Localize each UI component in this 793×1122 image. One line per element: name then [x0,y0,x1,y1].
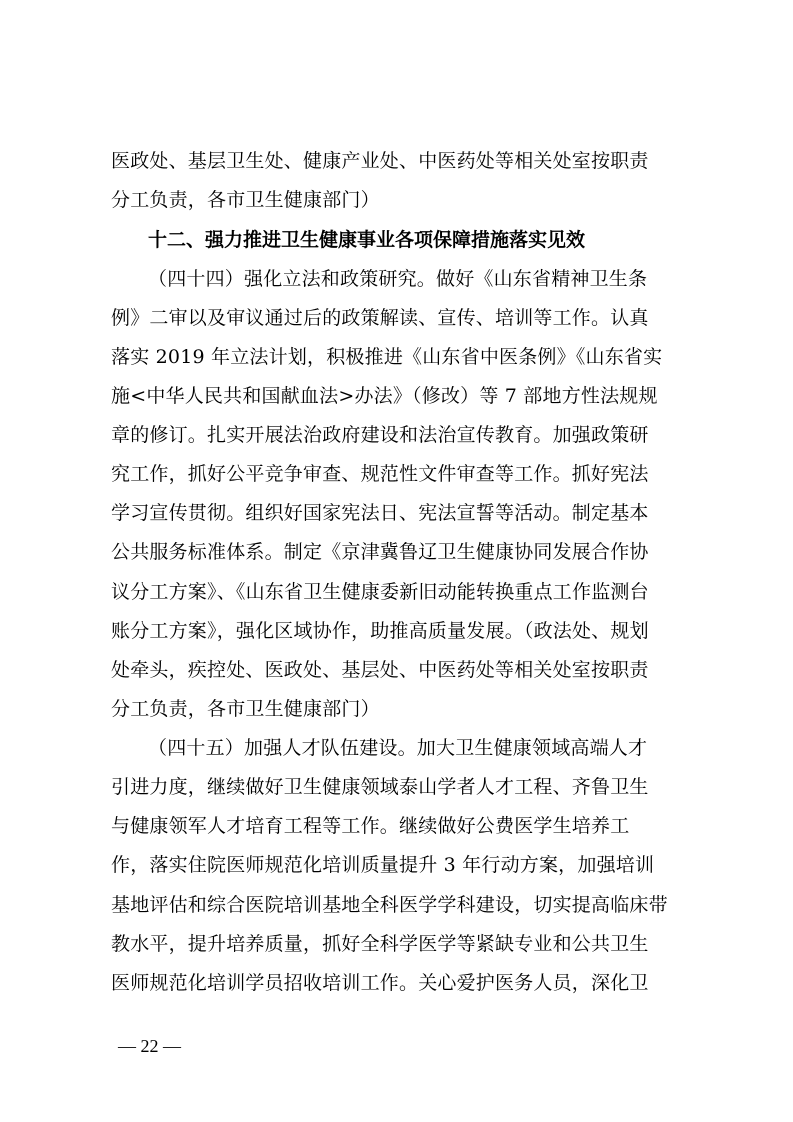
paragraph-first-line: （四十四）强化立法和政策研究。做好《山东省精神卫生条 [148,268,648,290]
body-text-line: 例》二审以及审议通过后的政策解读、宣传、培训等工作。认真 [111,307,649,329]
body-text-line: 分工负责，各市卫生健康部门） [111,698,380,720]
body-text-line: 引进力度，继续做好卫生健康领域泰山学者人才工程、齐鲁卫生 [111,776,649,798]
section-heading: 十二、强力推进卫生健康事业各项保障措施落实见效 [148,229,586,251]
body-text-line: 落实 2019 年立法计划，积极推进《山东省中医条例》《山东省实 [111,346,663,368]
body-text-line: 处牵头，疾控处、医政处、基层处、中医药处等相关处室按职责 [111,659,649,681]
body-text-line: 与健康领军人才培育工程等工作。继续做好公费医学生培养工 [111,815,630,837]
body-text-line: 施<中华人民共和国献血法>办法》（修改）等 7 部地方性法规规 [111,385,658,407]
body-text-line: 作，落实住院医师规范化培训质量提升 3 年行动方案，加强培训 [111,854,655,876]
body-text-line: 学习宣传贯彻。组织好国家宪法日、宪法宣誓等活动。制定基本 [111,502,649,524]
page-number: — 22 — [118,1036,181,1056]
body-text-line: 章的修订。扎实开展法治政府建设和法治宣传教育。加强政策研 [111,424,649,446]
body-text-line: 究工作，抓好公平竞争审查、规范性文件审查等工作。抓好宪法 [111,463,649,485]
body-text-line: 基地评估和综合医院培训基地全科医学学科建设，切实提高临床带 [111,894,668,916]
body-text-line: 医政处、基层卫生处、健康产业处、中医药处等相关处室按职责 [111,150,649,172]
body-text-line: 账分工方案》，强化区域协作，助推高质量发展。（政法处、规划 [111,620,649,642]
body-text-line: 分工负责，各市卫生健康部门） [111,189,380,211]
body-text-line: 公共服务标准体系。制定《京津冀鲁辽卫生健康协同发展合作协 [111,541,649,563]
body-text-line: 议分工方案》、《山东省卫生健康委新旧动能转换重点工作监测台 [111,581,649,603]
body-text-line: 医师规范化培训学员招收培训工作。关心爱护医务人员，深化卫 [111,972,649,994]
paragraph-first-line: （四十五）加强人才队伍建设。加大卫生健康领域高端人才 [148,737,648,759]
body-text-line: 教水平，提升培养质量，抓好全科学医学等紧缺专业和公共卫生 [111,933,649,955]
